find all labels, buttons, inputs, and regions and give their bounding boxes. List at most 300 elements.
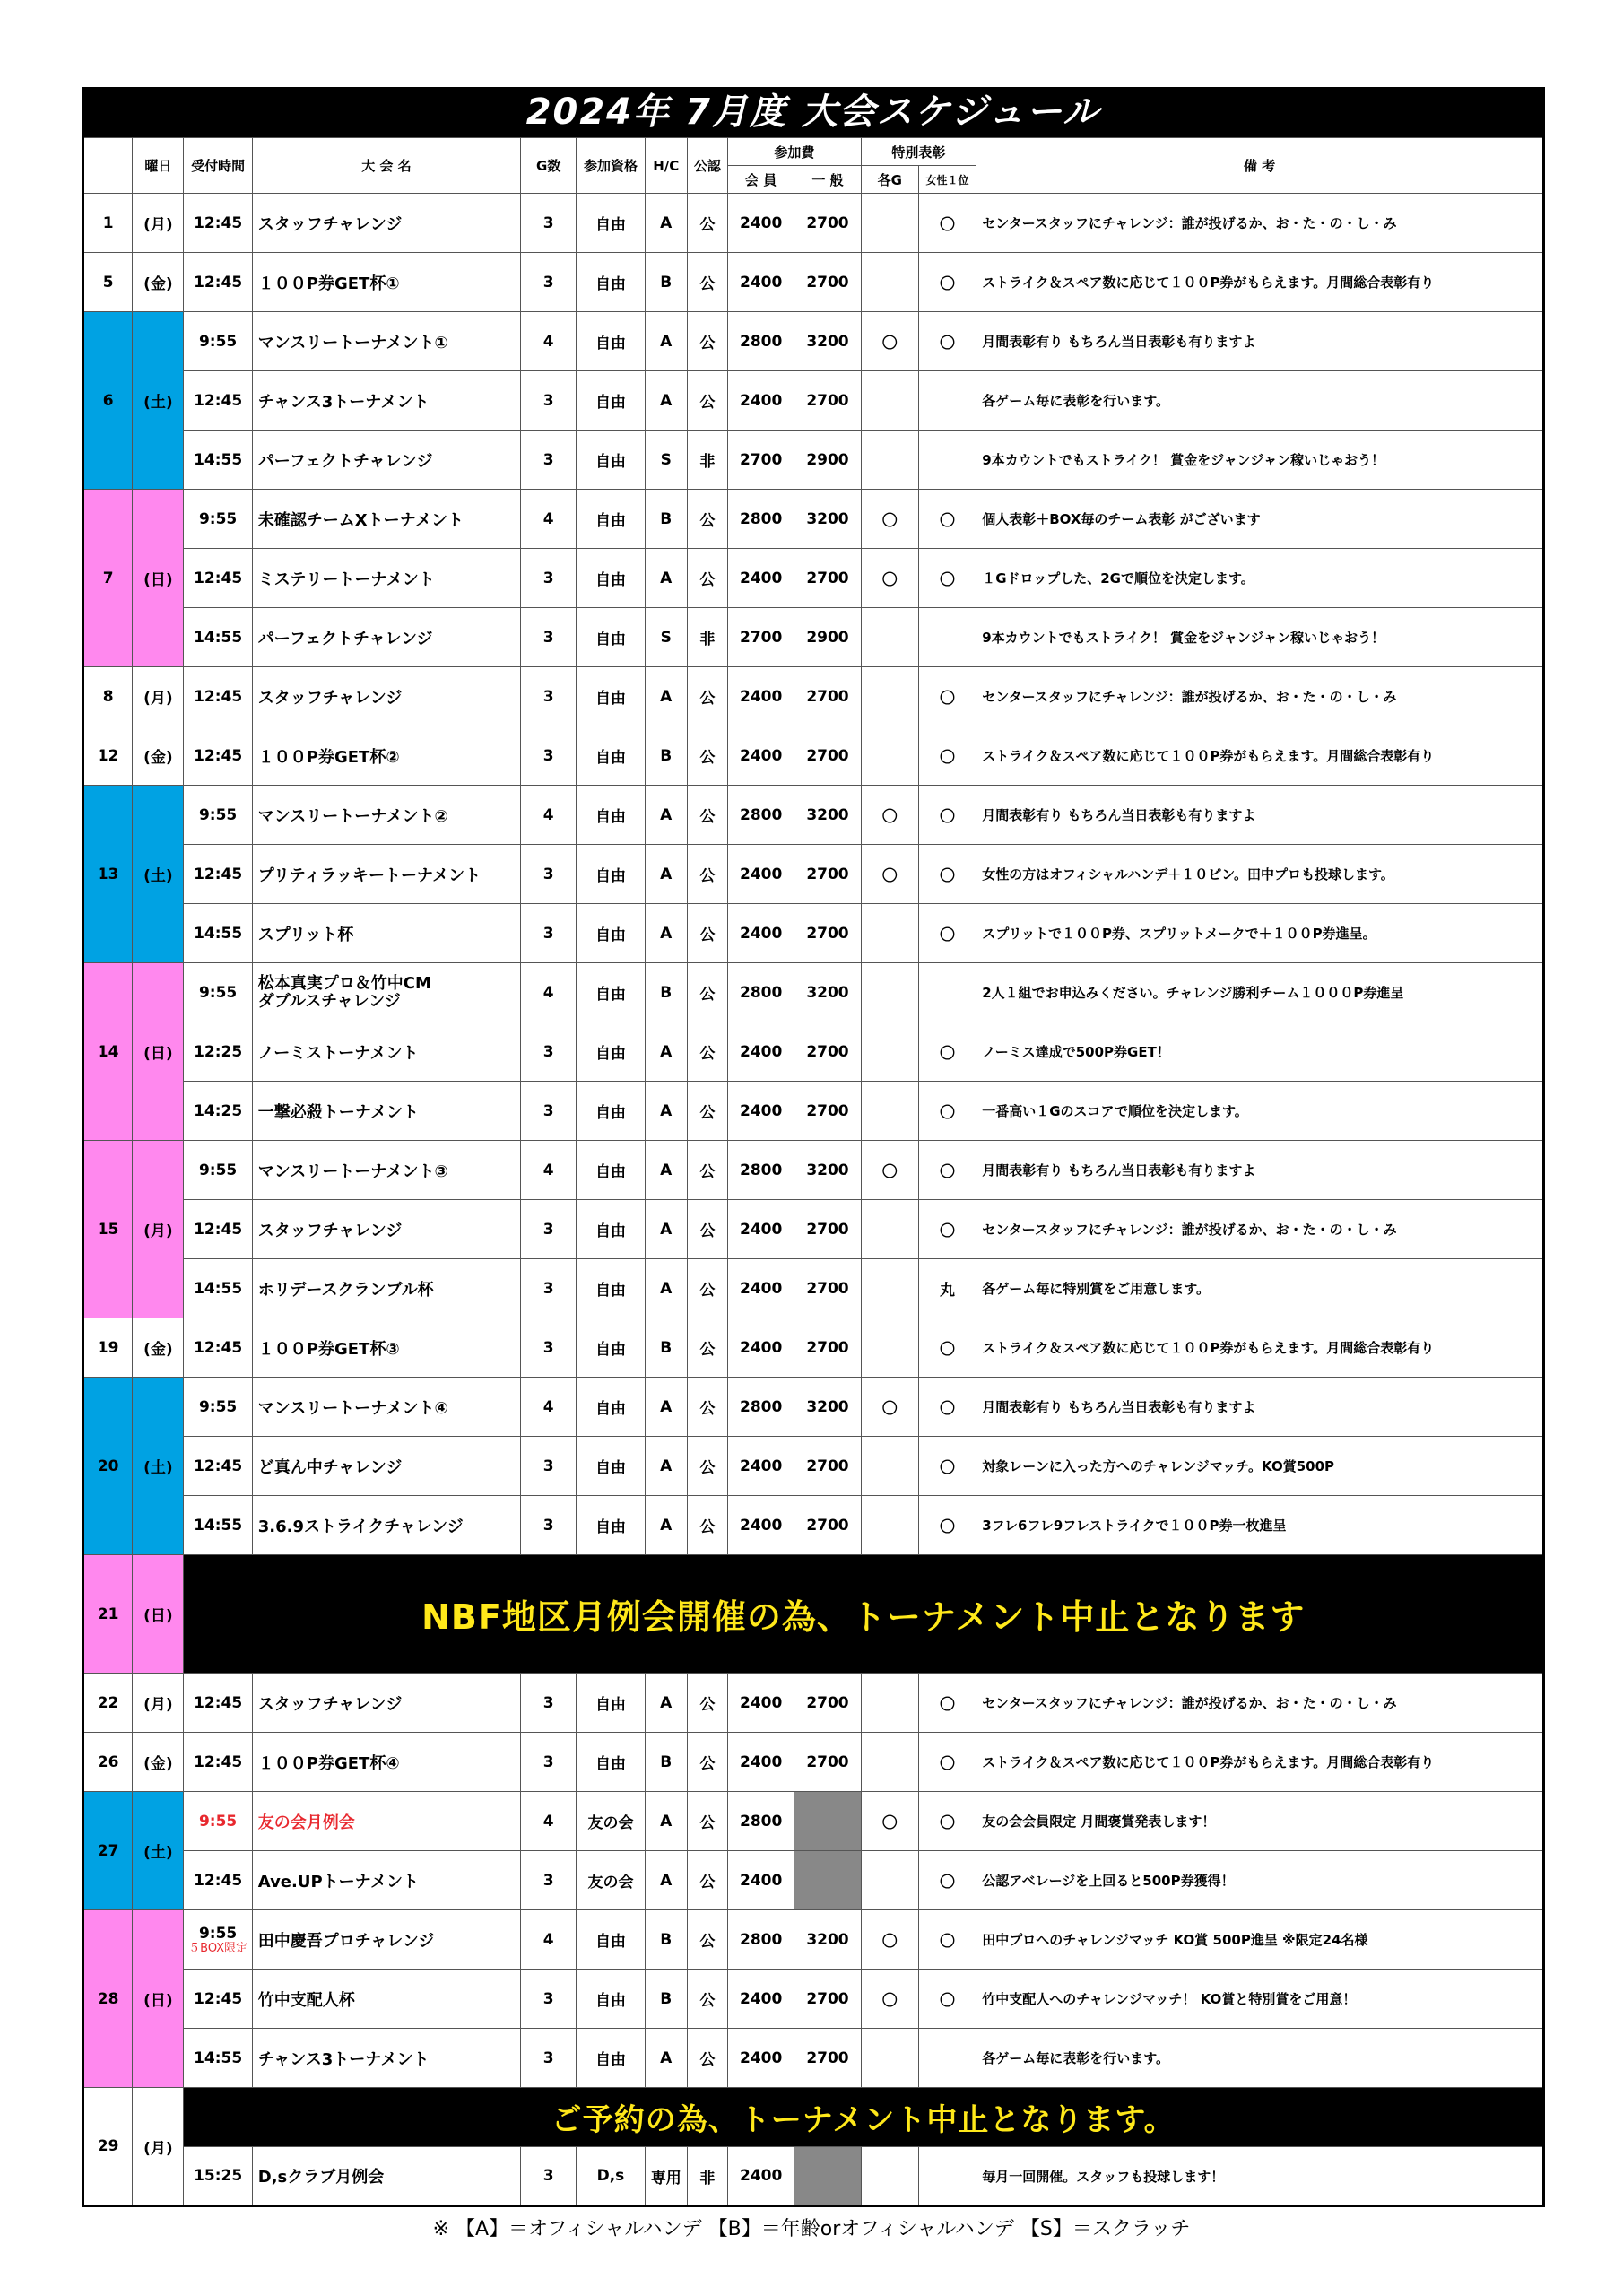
note-cell: ストライク＆スペア数に応じて１００P券がもらえます。月間総合表彰有り	[976, 1318, 1544, 1378]
time-cell: 9:55	[184, 1141, 252, 1200]
table-row	[83, 1437, 1544, 1496]
qualification-cell: 自由	[577, 1674, 645, 1733]
note-cell: 月間表彰有り もちろん当日表彰も有りますよ	[976, 1378, 1544, 1437]
note-cell: ストライク＆スペア数に応じて１００P券がもらえます。月間総合表彰有り	[976, 726, 1544, 786]
games-cell: 4	[521, 1141, 577, 1200]
official-cell: 公	[687, 1910, 727, 1970]
note-cell: 9本カウントでもストライク！ 賞金をジャンジャン稼いじゃおう！	[976, 430, 1544, 490]
award-each-cell: 〇	[861, 490, 918, 549]
fee-general-cell: 3200	[794, 963, 861, 1022]
qualification-cell: 自由	[577, 904, 645, 963]
fee-member-cell: 2400	[728, 1851, 794, 1910]
official-cell: 公	[687, 1851, 727, 1910]
weekday-cell: (土)	[133, 1792, 184, 1910]
cancel-banner: NBF地区月例会開催の為、トーナメント中止となります	[184, 1555, 1544, 1674]
note-cell: スプリットで１００P券、スプリットメークで＋１００P券進呈。	[976, 904, 1544, 963]
fee-general-cell: 3200	[794, 1141, 861, 1200]
event-name: ミステリートーナメント	[252, 549, 520, 608]
weekday-cell: (日)	[133, 490, 184, 667]
time-cell: 12:45	[184, 1733, 252, 1792]
official-cell: 公	[687, 1022, 727, 1082]
hc-cell: A	[645, 1378, 687, 1437]
qualification-cell: 自由	[577, 1022, 645, 1082]
award-women-cell: 〇	[918, 312, 976, 371]
table-row	[83, 904, 1544, 963]
fee-member-cell: 2400	[728, 1496, 794, 1555]
award-women-cell: 〇	[918, 1970, 976, 2029]
event-name: パーフェクトチャレンジ	[252, 608, 520, 667]
weekday-cell: (月)	[133, 1674, 184, 1733]
fee-general-cell: 2900	[794, 430, 861, 490]
games-cell: 3	[521, 1496, 577, 1555]
header-qualification: 参加資格	[577, 138, 645, 194]
fee-member-cell: 2400	[728, 1259, 794, 1318]
games-cell: 3	[521, 1674, 577, 1733]
table-row	[83, 2029, 1544, 2088]
table-row	[83, 1733, 1544, 1792]
weekday-cell: (月)	[133, 194, 184, 253]
event-name: 友の会月例会	[252, 1792, 520, 1851]
qualification-cell: 友の会	[577, 1792, 645, 1851]
award-women-cell: 丸	[918, 1259, 976, 1318]
hc-cell: A	[645, 1851, 687, 1910]
event-name: 一撃必殺トーナメント	[252, 1082, 520, 1141]
award-each-cell	[861, 1022, 918, 1082]
time-cell: 12:45	[184, 726, 252, 786]
event-name: チャンス3トーナメント	[252, 371, 520, 430]
award-women-cell: 〇	[918, 1378, 976, 1437]
fee-member-cell: 2400	[728, 1318, 794, 1378]
award-each-cell: 〇	[861, 312, 918, 371]
official-cell: 公	[687, 1378, 727, 1437]
weekday-cell: (土)	[133, 1378, 184, 1555]
header-weekday: 曜日	[133, 138, 184, 194]
time-cell: 9:55	[184, 312, 252, 371]
award-women-cell: 〇	[918, 1851, 976, 1910]
event-name: Ave.UPトーナメント	[252, 1851, 520, 1910]
note-cell: 3フレ6フレ9フレストライクで１００P券一枚進呈	[976, 1496, 1544, 1555]
qualification-cell: 自由	[577, 963, 645, 1022]
hc-cell: B	[645, 963, 687, 1022]
fee-member-cell: 2400	[728, 1082, 794, 1141]
table-row	[83, 1792, 1544, 1851]
header-day	[83, 138, 133, 194]
fee-general-cell: 2700	[794, 1733, 861, 1792]
fee-member-cell: 2800	[728, 1378, 794, 1437]
award-each-cell	[861, 1259, 918, 1318]
award-each-cell: 〇	[861, 1792, 918, 1851]
award-each-cell	[861, 2147, 918, 2206]
note-cell: 9本カウントでもストライク！ 賞金をジャンジャン稼いじゃおう！	[976, 608, 1544, 667]
note-cell: 月間表彰有り もちろん当日表彰も有りますよ	[976, 786, 1544, 845]
award-women-cell	[918, 371, 976, 430]
header-fee-general: 一 般	[794, 166, 861, 194]
hc-cell: A	[645, 194, 687, 253]
games-cell: 3	[521, 1851, 577, 1910]
table-row	[83, 1378, 1544, 1437]
fee-member-cell: 2400	[728, 1022, 794, 1082]
day-cell: 27	[83, 1792, 133, 1910]
time-cell: 12:45	[184, 1200, 252, 1259]
note-cell: ストライク＆スペア数に応じて１００P券がもらえます。月間総合表彰有り	[976, 253, 1544, 312]
award-women-cell	[918, 430, 976, 490]
official-cell: 公	[687, 1318, 727, 1378]
event-name: ど真ん中チャレンジ	[252, 1437, 520, 1496]
qualification-cell: 自由	[577, 1496, 645, 1555]
official-cell: 公	[687, 2029, 727, 2088]
fee-general-cell: 2700	[794, 1496, 861, 1555]
qualification-cell: 自由	[577, 1970, 645, 2029]
note-cell: 2人１組でお申込みください。チャレンジ勝利チーム１０００P券進呈	[976, 963, 1544, 1022]
note-cell: 田中プロへのチャレンジマッチ KO賞 500P進呈 ※限定24名様	[976, 1910, 1544, 1970]
table-row	[83, 1674, 1544, 1733]
official-cell: 公	[687, 549, 727, 608]
games-cell: 3	[521, 1970, 577, 2029]
qualification-cell: 自由	[577, 608, 645, 667]
award-women-cell: 〇	[918, 786, 976, 845]
legend-footer: ※ 【A】＝オフィシャルハンデ 【B】＝年齢orオフィシャルハンデ 【S】＝スクラッチ	[432, 2218, 1191, 2240]
time-cell: 14:55	[184, 1496, 252, 1555]
fee-member-cell: 2400	[728, 726, 794, 786]
event-name	[252, 963, 520, 1022]
award-women-cell: 〇	[918, 1674, 976, 1733]
official-cell: 公	[687, 1733, 727, 1792]
weekday-cell: (月)	[133, 2088, 184, 2206]
table-row	[83, 667, 1544, 726]
fee-general-cell: 2700	[794, 549, 861, 608]
qualification-cell: 自由	[577, 430, 645, 490]
games-cell: 3	[521, 904, 577, 963]
award-each-cell: 〇	[861, 786, 918, 845]
award-each-cell	[861, 1318, 918, 1378]
time-cell	[184, 1910, 252, 1970]
award-each-cell	[861, 1496, 918, 1555]
fee-member-cell: 2400	[728, 1733, 794, 1792]
day-cell: 7	[83, 490, 133, 667]
day-cell: 19	[83, 1318, 133, 1378]
award-women-cell: 〇	[918, 845, 976, 904]
fee-general-cell: 2700	[794, 1318, 861, 1378]
award-each-cell	[861, 2029, 918, 2088]
award-women-cell: 〇	[918, 1318, 976, 1378]
day-cell: 12	[83, 726, 133, 786]
official-cell: 公	[687, 1674, 727, 1733]
qualification-cell: 自由	[577, 667, 645, 726]
note-cell: センタースタッフにチャレンジ：誰が投げるか、お・た・の・し・み	[976, 667, 1544, 726]
day-cell: 8	[83, 667, 133, 726]
games-cell: 4	[521, 1910, 577, 1970]
time-cell: 12:25	[184, 1022, 252, 1082]
games-cell: 3	[521, 194, 577, 253]
official-cell: 公	[687, 667, 727, 726]
time-note: ５BOX限定	[188, 1941, 248, 1955]
games-cell: 3	[521, 1318, 577, 1378]
hc-cell: A	[645, 1082, 687, 1141]
award-women-cell	[918, 608, 976, 667]
games-cell: 3	[521, 608, 577, 667]
note-cell: 各ゲーム毎に特別賞をご用意します。	[976, 1259, 1544, 1318]
qualification-cell: 自由	[577, 1318, 645, 1378]
event-name: １００P券GET杯③	[252, 1318, 520, 1378]
hc-cell: A	[645, 667, 687, 726]
games-cell: 4	[521, 1378, 577, 1437]
table-row	[83, 1200, 1544, 1259]
table-row	[83, 490, 1544, 549]
fee-general-cell: 2700	[794, 1022, 861, 1082]
fee-general-cell: 2700	[794, 371, 861, 430]
table-row	[83, 2147, 1544, 2206]
hc-cell: A	[645, 1022, 687, 1082]
fee-general-cell: 3200	[794, 1910, 861, 1970]
event-name: プリティラッキートーナメント	[252, 845, 520, 904]
qualification-cell: 自由	[577, 1200, 645, 1259]
games-cell: 4	[521, 490, 577, 549]
hc-cell: A	[645, 1496, 687, 1555]
fee-general-cell: 2700	[794, 1082, 861, 1141]
qualification-cell: 自由	[577, 1733, 645, 1792]
award-women-cell: 〇	[918, 726, 976, 786]
fee-member-cell: 2400	[728, 1970, 794, 2029]
games-cell: 3	[521, 667, 577, 726]
fee-member-cell: 2800	[728, 963, 794, 1022]
award-each-cell	[861, 608, 918, 667]
event-name: １００P券GET杯①	[252, 253, 520, 312]
award-each-cell: 〇	[861, 549, 918, 608]
hc-cell: A	[645, 1200, 687, 1259]
table-row	[83, 253, 1544, 312]
fee-member-cell: 2800	[728, 1910, 794, 1970]
award-women-cell: 〇	[918, 1200, 976, 1259]
fee-member-cell: 2400	[728, 194, 794, 253]
fee-general-cell: 3200	[794, 786, 861, 845]
event-name-line1: 松本真実プロ＆竹中CM	[257, 973, 431, 993]
note-cell: 個人表彰＋BOX毎のチーム表彰 がございます	[976, 490, 1544, 549]
official-cell: 公	[687, 1970, 727, 2029]
day-cell: 15	[83, 1141, 133, 1318]
official-cell: 公	[687, 371, 727, 430]
fee-member-cell: 2800	[728, 312, 794, 371]
award-women-cell	[918, 2029, 976, 2088]
award-women-cell: 〇	[918, 1496, 976, 1555]
award-women-cell: 〇	[918, 1082, 976, 1141]
table-row	[83, 1259, 1544, 1318]
award-each-cell	[861, 726, 918, 786]
hc-cell: A	[645, 904, 687, 963]
hc-cell: A	[645, 1259, 687, 1318]
note-cell: センタースタッフにチャレンジ：誰が投げるか、お・た・の・し・み	[976, 1674, 1544, 1733]
table-body	[83, 194, 1544, 2206]
table-row	[83, 608, 1544, 667]
award-women-cell	[918, 2147, 976, 2206]
time-cell: 12:45	[184, 549, 252, 608]
weekday-cell: (金)	[133, 1733, 184, 1792]
schedule-sheet	[82, 87, 1545, 2207]
time-cell: 12:45	[184, 1318, 252, 1378]
award-each-cell: 〇	[861, 1910, 918, 1970]
note-cell: センタースタッフにチャレンジ：誰が投げるか、お・た・の・し・み	[976, 194, 1544, 253]
hc-cell: B	[645, 1970, 687, 2029]
official-cell: 公	[687, 312, 727, 371]
award-each-cell	[861, 1082, 918, 1141]
time-cell: 12:45	[184, 253, 252, 312]
games-cell: 3	[521, 253, 577, 312]
note-cell: 一番高い１Gのスコアで順位を決定します。	[976, 1082, 1544, 1141]
time-cell: 12:45	[184, 1851, 252, 1910]
games-cell: 4	[521, 312, 577, 371]
official-cell: 公	[687, 1792, 727, 1851]
time-cell: 14:55	[184, 904, 252, 963]
games-cell: 3	[521, 549, 577, 608]
event-name: 田中慶吾プロチャレンジ	[252, 1910, 520, 1970]
day-cell: 20	[83, 1378, 133, 1555]
hc-cell: 専用	[645, 2147, 687, 2206]
note-cell: 各ゲーム毎に表彰を行います。	[976, 371, 1544, 430]
award-each-cell: 〇	[861, 1378, 918, 1437]
weekday-cell: (金)	[133, 253, 184, 312]
fee-member-cell: 2400	[728, 2029, 794, 2088]
award-women-cell	[918, 963, 976, 1022]
time-cell: 14:25	[184, 1082, 252, 1141]
fee-member-cell: 2400	[728, 904, 794, 963]
award-each-cell	[861, 194, 918, 253]
table-row	[83, 1318, 1544, 1378]
fee-member-cell: 2800	[728, 786, 794, 845]
fee-general-cell	[794, 2147, 861, 2206]
note-cell: 月間表彰有り もちろん当日表彰も有りますよ	[976, 1141, 1544, 1200]
award-women-cell: 〇	[918, 904, 976, 963]
table-row	[83, 786, 1544, 845]
qualification-cell: 自由	[577, 1082, 645, 1141]
header-fee: 参加費	[728, 138, 862, 166]
fee-general-cell: 2700	[794, 194, 861, 253]
fee-general-cell: 2700	[794, 667, 861, 726]
time-cell: 9:55	[184, 1378, 252, 1437]
header-time: 受付時間	[184, 138, 252, 194]
fee-member-cell: 2400	[728, 667, 794, 726]
qualification-cell: 自由	[577, 253, 645, 312]
award-each-cell: 〇	[861, 1970, 918, 2029]
table-row	[83, 1555, 1544, 1674]
page-title: 2024年 7月度 大会スケジュール	[82, 87, 1545, 137]
table-row	[83, 312, 1544, 371]
fee-member-cell: 2400	[728, 253, 794, 312]
table-header	[83, 138, 1544, 194]
event-name: スタッフチャレンジ	[252, 194, 520, 253]
fee-member-cell: 2400	[728, 371, 794, 430]
event-name-line2: ダブルスチャレンジ	[257, 991, 401, 1011]
schedule-table	[82, 137, 1545, 2207]
fee-member-cell: 2400	[728, 1674, 794, 1733]
qualification-cell: 自由	[577, 2029, 645, 2088]
weekday-cell: (月)	[133, 1141, 184, 1318]
award-each-cell	[861, 253, 918, 312]
award-each-cell: 〇	[861, 845, 918, 904]
table-row	[83, 1082, 1544, 1141]
time-cell: 14:55	[184, 1259, 252, 1318]
table-row	[83, 1141, 1544, 1200]
event-name: スタッフチャレンジ	[252, 1674, 520, 1733]
games-cell: 3	[521, 2147, 577, 2206]
qualification-cell: 自由	[577, 1378, 645, 1437]
official-cell: 非	[687, 608, 727, 667]
award-each-cell	[861, 667, 918, 726]
award-women-cell: 〇	[918, 667, 976, 726]
day-cell: 22	[83, 1674, 133, 1733]
weekday-cell: (金)	[133, 726, 184, 786]
fee-member-cell: 2800	[728, 1792, 794, 1851]
fee-member-cell: 2800	[728, 1141, 794, 1200]
day-cell: 21	[83, 1555, 133, 1674]
official-cell: 公	[687, 786, 727, 845]
award-women-cell: 〇	[918, 194, 976, 253]
note-cell: 各ゲーム毎に表彰を行います。	[976, 2029, 1544, 2088]
time-cell: 9:55	[184, 490, 252, 549]
table-row	[83, 1022, 1544, 1082]
official-cell: 公	[687, 963, 727, 1022]
table-row	[83, 1970, 1544, 2029]
hc-cell: B	[645, 1910, 687, 1970]
note-cell: ノーミス達成で500P券GET！	[976, 1022, 1544, 1082]
award-women-cell: 〇	[918, 549, 976, 608]
event-name: パーフェクトチャレンジ	[252, 430, 520, 490]
games-cell: 3	[521, 430, 577, 490]
fee-general-cell: 3200	[794, 1378, 861, 1437]
fee-member-cell: 2400	[728, 2147, 794, 2206]
games-cell: 3	[521, 1733, 577, 1792]
official-cell: 公	[687, 490, 727, 549]
hc-cell: A	[645, 786, 687, 845]
weekday-cell: (日)	[133, 1555, 184, 1674]
time-cell: 12:45	[184, 1970, 252, 2029]
award-women-cell: 〇	[918, 253, 976, 312]
fee-member-cell: 2400	[728, 1200, 794, 1259]
time-cell: 12:45	[184, 1437, 252, 1496]
official-cell: 公	[687, 845, 727, 904]
award-each-cell	[861, 1851, 918, 1910]
event-name: １００P券GET杯④	[252, 1733, 520, 1792]
award-women-cell: 〇	[918, 1437, 976, 1496]
event-name: 3.6.9ストライクチャレンジ	[252, 1496, 520, 1555]
official-cell: 公	[687, 1437, 727, 1496]
table-row	[83, 2088, 1544, 2147]
day-cell: 1	[83, 194, 133, 253]
time-cell: 9:55	[184, 1792, 252, 1851]
event-name: マンスリートーナメント④	[252, 1378, 520, 1437]
table-row	[83, 194, 1544, 253]
official-cell: 公	[687, 1259, 727, 1318]
header-award: 特別表彰	[861, 138, 976, 166]
games-cell: 3	[521, 845, 577, 904]
official-cell: 公	[687, 194, 727, 253]
hc-cell: A	[645, 2029, 687, 2088]
header-notes: 備 考	[976, 138, 1544, 194]
fee-general-cell: 2700	[794, 2029, 861, 2088]
table-row	[83, 1851, 1544, 1910]
event-name: チャンス3トーナメント	[252, 2029, 520, 2088]
time-cell: 9:55	[184, 786, 252, 845]
official-cell: 公	[687, 253, 727, 312]
hc-cell: A	[645, 1141, 687, 1200]
note-cell: 竹中支配人へのチャレンジマッチ！ KO賞と特別賞をご用意！	[976, 1970, 1544, 2029]
note-cell: 友の会会員限定 月間褒賞発表します！	[976, 1792, 1544, 1851]
games-cell: 3	[521, 1082, 577, 1141]
header-official: 公認	[687, 138, 727, 194]
header-name: 大 会 名	[252, 138, 520, 194]
games-cell: 3	[521, 2029, 577, 2088]
award-women-cell: 〇	[918, 1733, 976, 1792]
event-name: １００P券GET杯②	[252, 726, 520, 786]
qualification-cell: 自由	[577, 549, 645, 608]
